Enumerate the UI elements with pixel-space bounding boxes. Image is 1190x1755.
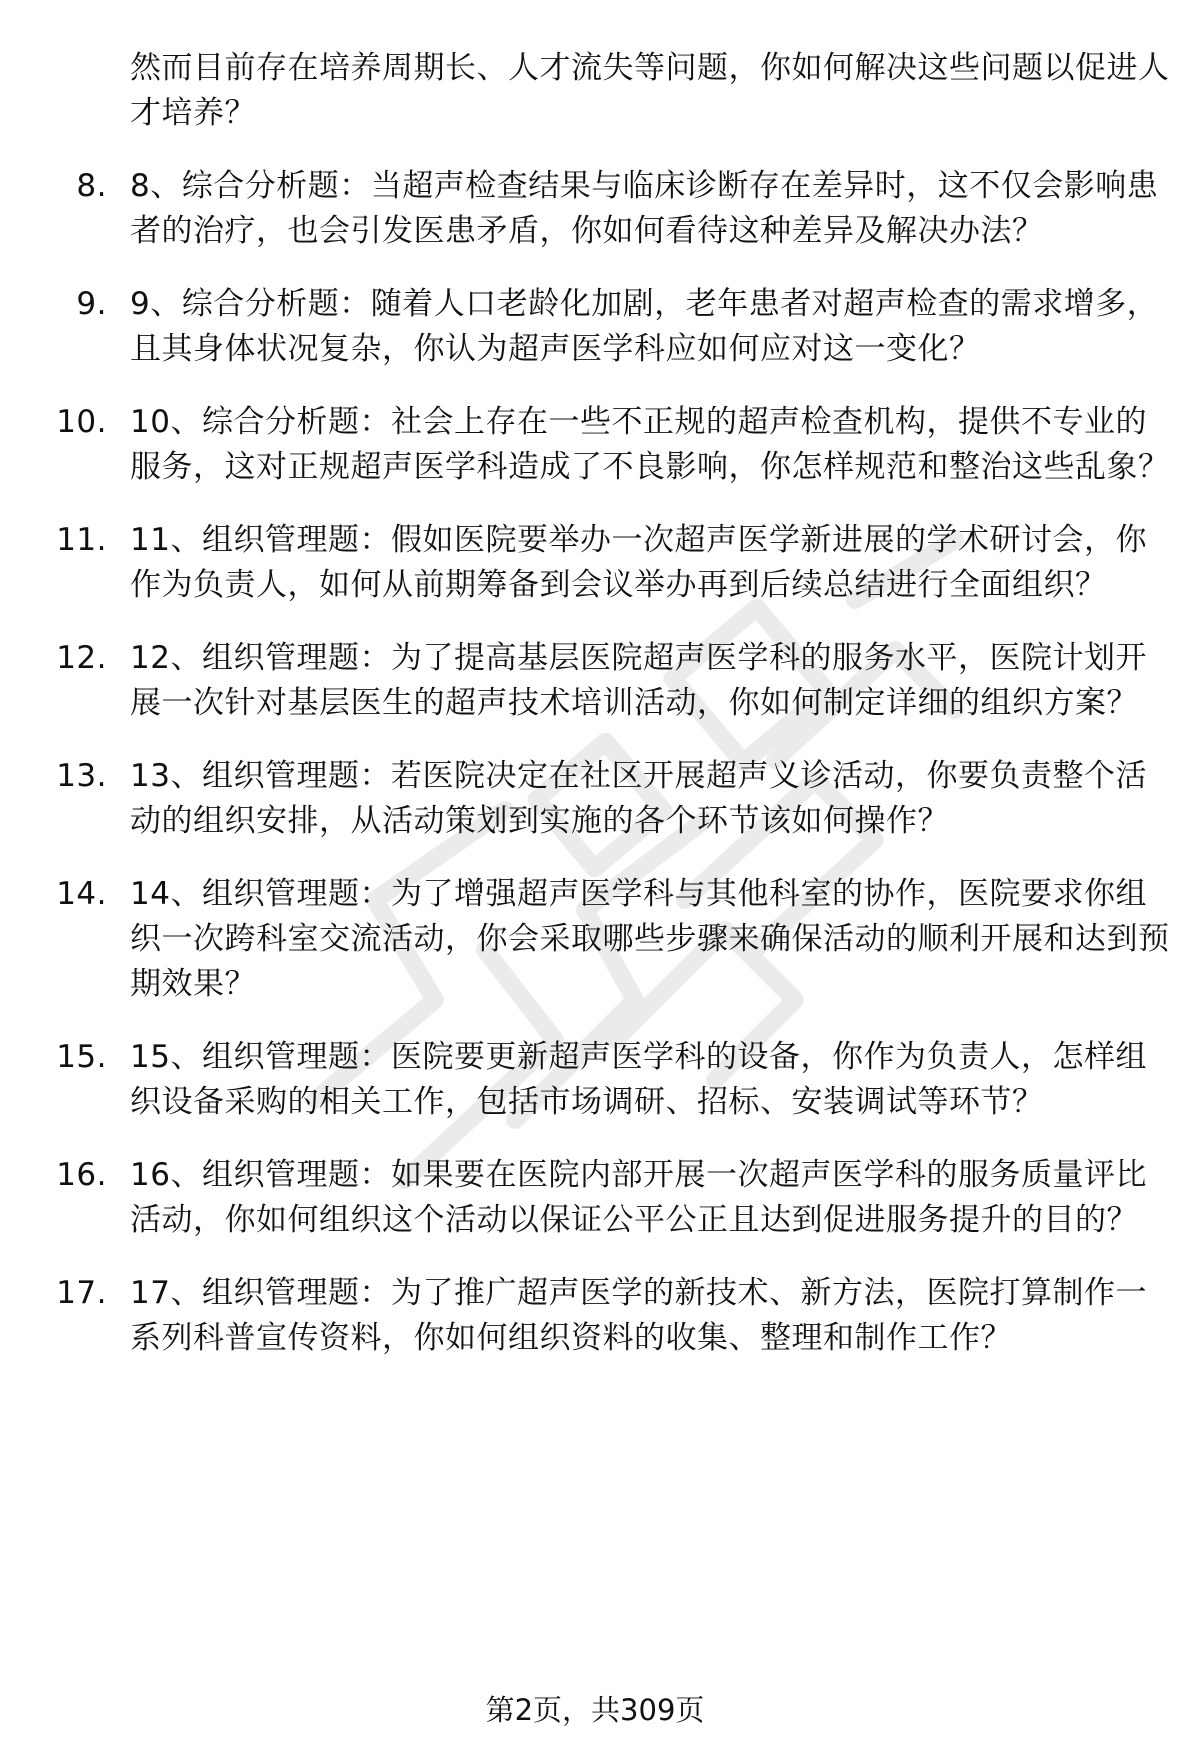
item-number: 11. (56, 522, 107, 558)
item-number: 17. (56, 1275, 107, 1311)
item-number: 15. (56, 1039, 107, 1075)
item-text: 13、组织管理题：若医院决定在社区开展超声义诊活动，你要负责整个活动的组织安排，从活动策划到实施的各个环节该如何操作？ (130, 758, 1147, 839)
list-item (55, 636, 1170, 726)
list-item (55, 872, 1170, 1007)
item-text: 8、综合分析题：当超声检查结果与临床诊断存在差异时，这不仅会影响患者的治疗，也会引发医患矛盾，你如何看待这种差异及解决办法？ (130, 168, 1159, 249)
list-item (55, 1153, 1170, 1243)
item-text: 16、组织管理题：如果要在医院内部开展一次超声医学科的服务质量评比活动，你如何组织这个活动以保证公平公正且达到促进服务提升的目的？ (130, 1157, 1147, 1238)
item-text: 12、组织管理题：为了提高基层医院超声医学科的服务水平，医院计划开展一次针对基层医生的超声技术培训活动，你如何制定详细的组织方案？ (130, 640, 1147, 721)
list-item (55, 164, 1170, 254)
item-number: 12. (56, 640, 107, 676)
item-number: 10. (56, 404, 107, 440)
item-number: 8. (76, 168, 107, 204)
list-item (55, 1271, 1170, 1361)
item-number: 14. (56, 876, 107, 912)
item-text: 15、组织管理题：医院要更新超声医学科的设备，你作为负责人，怎样组织设备采购的相关工作，包括市场调研、招标、安装调试等环节？ (130, 1039, 1147, 1120)
item-number: 9. (76, 286, 107, 322)
item-number: 16. (56, 1157, 107, 1193)
list-item (55, 400, 1170, 490)
list-item (55, 1035, 1170, 1125)
list-item (55, 282, 1170, 372)
list-item (55, 518, 1170, 608)
item-text: 9、综合分析题：随着人口老龄化加剧，老年患者对超声检查的需求增多，且其身体状况复杂，你认为超声医学科应如何应对这一变化？ (130, 286, 1159, 367)
item-text: 17、组织管理题：为了推广超声医学的新技术、新方法，医院打算制作一系列科普宣传资料，你如何组织资料的收集、整理和制作工作？ (130, 1275, 1147, 1356)
item-text: 10、综合分析题：社会上存在一些不正规的超声检查机构，提供不专业的服务，这对正规超声医学科造成了不良影响，你怎样规范和整治这些乱象？ (130, 404, 1170, 485)
continuation-text: 然而目前存在培养周期长、人才流失等问题，你如何解决这些问题以促进人才培养？ (130, 50, 1170, 131)
page-footer: 第2页，共309页 (485, 1693, 705, 1727)
item-number: 13. (56, 758, 107, 794)
item-text: 14、组织管理题：为了增强超声医学科与其他科室的协作，医院要求你组织一次跨科室交流活动，你会采取哪些步骤来确保活动的顺利开展和达到预期效果？ (130, 876, 1170, 1002)
item-text: 11、组织管理题：假如医院要举办一次超声医学新进展的学术研讨会，你作为负责人，如何从前期筹备到会议举办再到后续总结进行全面组织？ (130, 522, 1147, 603)
list-item (55, 754, 1170, 844)
list-item-continuation (55, 46, 1170, 136)
question-list (55, 46, 1170, 1389)
